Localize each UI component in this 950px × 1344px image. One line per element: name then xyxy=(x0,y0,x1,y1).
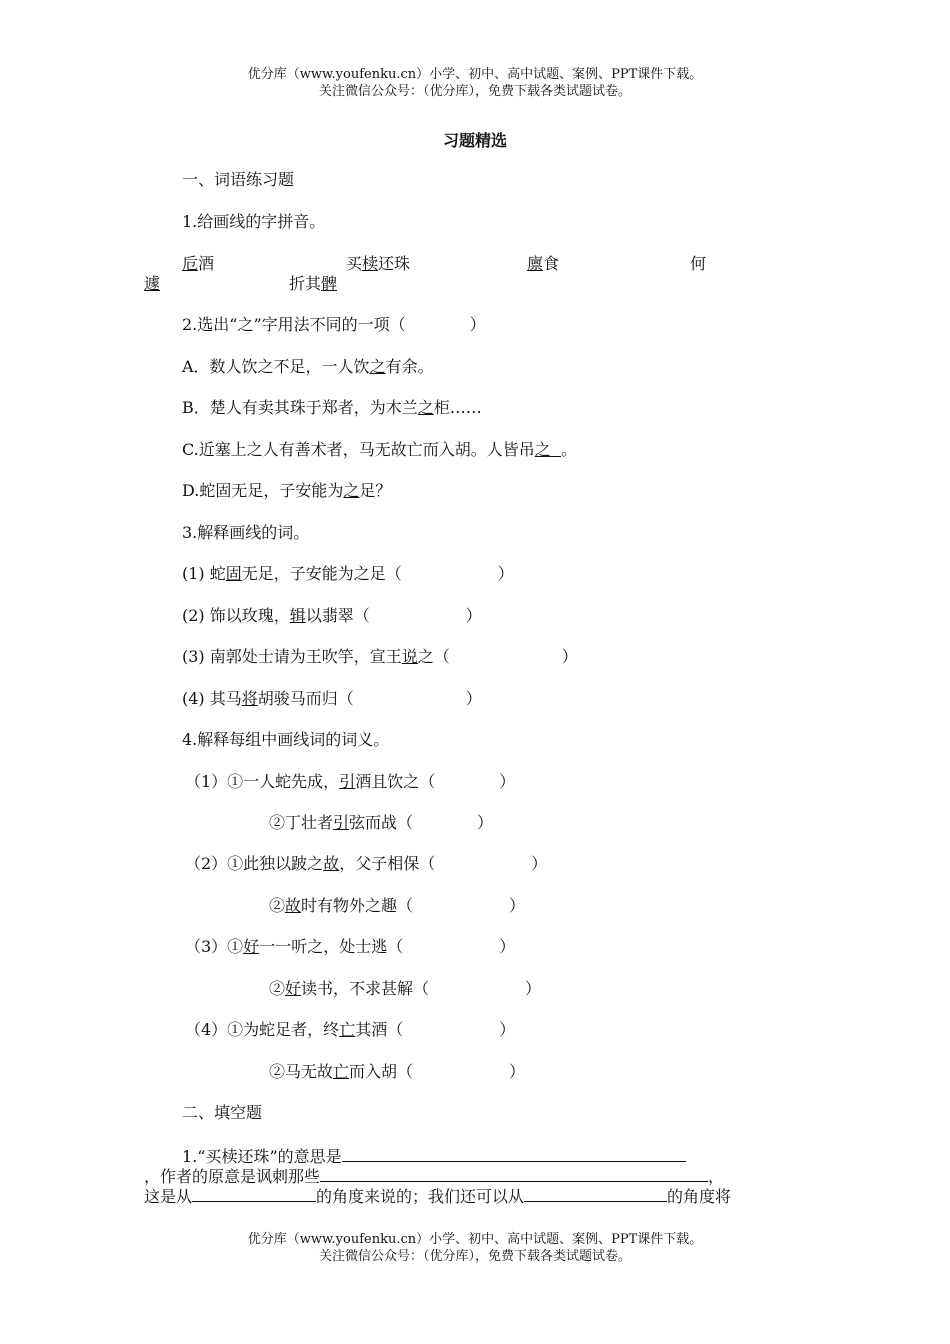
q1-word-3 xyxy=(527,254,559,274)
q1-word-3-rest: 食 xyxy=(543,254,560,273)
q1-prompt: 1.给画线的字拼音。 xyxy=(182,212,326,231)
answer-blank[interactable] xyxy=(192,1185,316,1202)
q4-group-1b xyxy=(269,813,493,833)
q4-2b-post: 时有物外之趣（ ） xyxy=(301,896,526,915)
q4-group-3b xyxy=(269,979,541,999)
q2-option-b xyxy=(182,398,482,418)
q2-option-a xyxy=(182,357,434,377)
q4-4a-underlined: 亡 xyxy=(339,1020,356,1039)
q4-2a-pre: （2）①此独以跛之 xyxy=(185,854,324,873)
q3-item-3 xyxy=(182,647,578,667)
q1-word-2 xyxy=(346,254,410,274)
q2-a-pre: A．数人饮之不足，一人饮 xyxy=(182,357,370,376)
s2-q1-line3-pre: 这是从 xyxy=(144,1187,193,1206)
q4-3a-pre: （3）① xyxy=(185,937,244,956)
q2-b-pre: B．楚人有卖其珠于郑者，为木兰 xyxy=(182,398,418,417)
q2-c-underline-gap xyxy=(551,440,561,459)
q3-4-post: 胡骏马而归（ ） xyxy=(257,689,482,708)
q2-d-pre: D.蛇固无足，子安能为 xyxy=(182,481,344,500)
q1-word-2-underlined: 椟 xyxy=(362,254,379,273)
q3-3-underlined: 说 xyxy=(401,647,418,666)
q3-4-pre: (4) 其马 xyxy=(182,689,242,708)
q1-word-3-underlined: 廪 xyxy=(527,254,544,273)
q4-group-2a xyxy=(185,854,547,874)
q3-item-1 xyxy=(182,564,514,584)
q4-2b-pre: ② xyxy=(269,896,286,915)
q2-d-underlined: 之 xyxy=(343,481,360,500)
q3-1-underlined: 固 xyxy=(225,564,242,583)
q2-d-post: 足？ xyxy=(359,481,392,500)
q3-3-pre: (3) 南郭处士请为王吹竽，宣王 xyxy=(182,647,402,666)
q4-4a-pre: （4）①为蛇足者，终 xyxy=(185,1020,340,1039)
q4-4b-pre: ②马无故 xyxy=(269,1062,334,1081)
q4-3b-pre: ② xyxy=(269,979,286,998)
q1-word-4-underlined: 遽 xyxy=(144,274,161,293)
page-title: 习题精选 xyxy=(442,131,507,150)
site-header xyxy=(0,66,950,100)
q4-prompt: 4.解释每组中画线词的词义。 xyxy=(182,730,390,749)
q1-word-1-rest: 酒 xyxy=(198,254,215,273)
q2-prompt: 2.选出“之”字用法不同的一项（ ） xyxy=(182,315,486,334)
q1-word-5 xyxy=(289,274,337,294)
q1-word-2-rest: 还珠 xyxy=(378,254,411,273)
q3-item-4 xyxy=(182,689,482,709)
q3-prompt: 3.解释画线的词。 xyxy=(182,523,310,542)
q4-1a-underlined: 引 xyxy=(339,772,356,791)
q4-3a-underlined: 好 xyxy=(243,937,260,956)
q4-4b-post: 而入胡（ ） xyxy=(349,1062,526,1081)
q3-1-post: 无足，子安能为之足（ ） xyxy=(241,564,514,583)
q1-word-1 xyxy=(182,254,214,274)
s2-q1-line-3 xyxy=(144,1185,731,1207)
s2-q1-line3-post: 的角度将 xyxy=(667,1187,732,1206)
q3-4-underlined: 将 xyxy=(241,689,258,708)
q4-group-4b xyxy=(269,1062,525,1082)
q1-word-4-pre: 何 xyxy=(690,254,707,273)
q4-3b-post: 读书，不求甚解（ ） xyxy=(301,979,542,998)
q4-1a-post: 酒且饮之（ ） xyxy=(355,772,516,791)
section2-heading: 二、填空题 xyxy=(182,1103,263,1122)
q3-1-pre: (1) 蛇 xyxy=(182,564,226,583)
q4-group-3a xyxy=(185,937,515,957)
q1-word-1-underlined: 卮 xyxy=(182,254,199,273)
q1-word-2-pre: 买 xyxy=(346,254,363,273)
q4-group-1a xyxy=(185,772,515,792)
header-line-1: 优分库（www.youfenku.cn）小学、初中、高中试题、案例、PPT课件下载。 xyxy=(247,67,703,82)
q4-group-2b xyxy=(269,896,525,916)
q4-3b-underlined: 好 xyxy=(285,979,302,998)
q4-4b-underlined: 亡 xyxy=(333,1062,350,1081)
footer-line-2: 关注微信公众号：（优分库），免费下载各类试题试卷。 xyxy=(318,1249,631,1264)
section1-heading: 一、词语练习题 xyxy=(182,170,295,189)
q2-c-underlined: 之 xyxy=(534,440,551,459)
q2-a-post: 有余。 xyxy=(385,357,434,376)
q4-4a-post: 其酒（ ） xyxy=(355,1020,516,1039)
s2-q1-line-2 xyxy=(144,1165,724,1187)
q2-c-post: 。 xyxy=(560,440,577,459)
s2-q1-line3-mid: 的角度来说的；我们还可以从 xyxy=(316,1187,525,1206)
site-footer xyxy=(0,1231,950,1265)
q2-b-underlined: 之 xyxy=(417,398,434,417)
answer-blank[interactable] xyxy=(342,1145,686,1162)
q3-item-2 xyxy=(182,606,482,626)
q2-c-pre: C.近塞上之人有善术者，马无故亡而入胡。人皆吊 xyxy=(182,440,535,459)
q4-2b-underlined: 故 xyxy=(285,896,302,915)
q3-2-post: 以翡翠（ ） xyxy=(305,606,482,625)
q4-1b-pre: ②丁壮者 xyxy=(269,813,334,832)
q4-group-4a xyxy=(185,1020,515,1040)
q2-b-post: 柜…… xyxy=(433,398,482,417)
q3-2-underlined: 辑 xyxy=(289,606,306,625)
q3-2-pre: (2) 饰以玫瑰， xyxy=(182,606,290,625)
q3-3-post: 之（ ） xyxy=(417,647,578,666)
s2-q1-line2-post: ， xyxy=(708,1167,725,1186)
s2-q1-line2-text: ，作者的原意是讽刺那些 xyxy=(144,1167,321,1186)
s2-q1-line-1 xyxy=(182,1145,686,1167)
answer-blank[interactable] xyxy=(320,1165,708,1182)
q4-3a-post: 一一听之，处士逃（ ） xyxy=(259,937,516,956)
q1-word-5-pre: 折其 xyxy=(289,274,322,293)
q4-2a-post: ，父子相保（ ） xyxy=(339,854,548,873)
header-line-2: 关注微信公众号：（优分库），免费下载各类试题试卷。 xyxy=(318,84,631,99)
q2-a-underlined: 之 xyxy=(369,357,386,376)
q4-2a-underlined: 故 xyxy=(323,854,340,873)
answer-blank[interactable] xyxy=(524,1185,667,1202)
q4-1a-pre: （1）①一人蛇先成， xyxy=(185,772,340,791)
q4-1b-post: 弦而战（ ） xyxy=(349,813,494,832)
q4-1b-underlined: 引 xyxy=(333,813,350,832)
footer-line-1: 优分库（www.youfenku.cn）小学、初中、高中试题、案例、PPT课件下载。 xyxy=(247,1232,703,1247)
q2-option-c xyxy=(182,440,577,460)
s2-q1-line1-text: 1.“买椟还珠”的意思是 xyxy=(182,1147,342,1166)
q2-option-d xyxy=(182,481,391,501)
q1-word-5-underlined: 髀 xyxy=(321,274,338,293)
